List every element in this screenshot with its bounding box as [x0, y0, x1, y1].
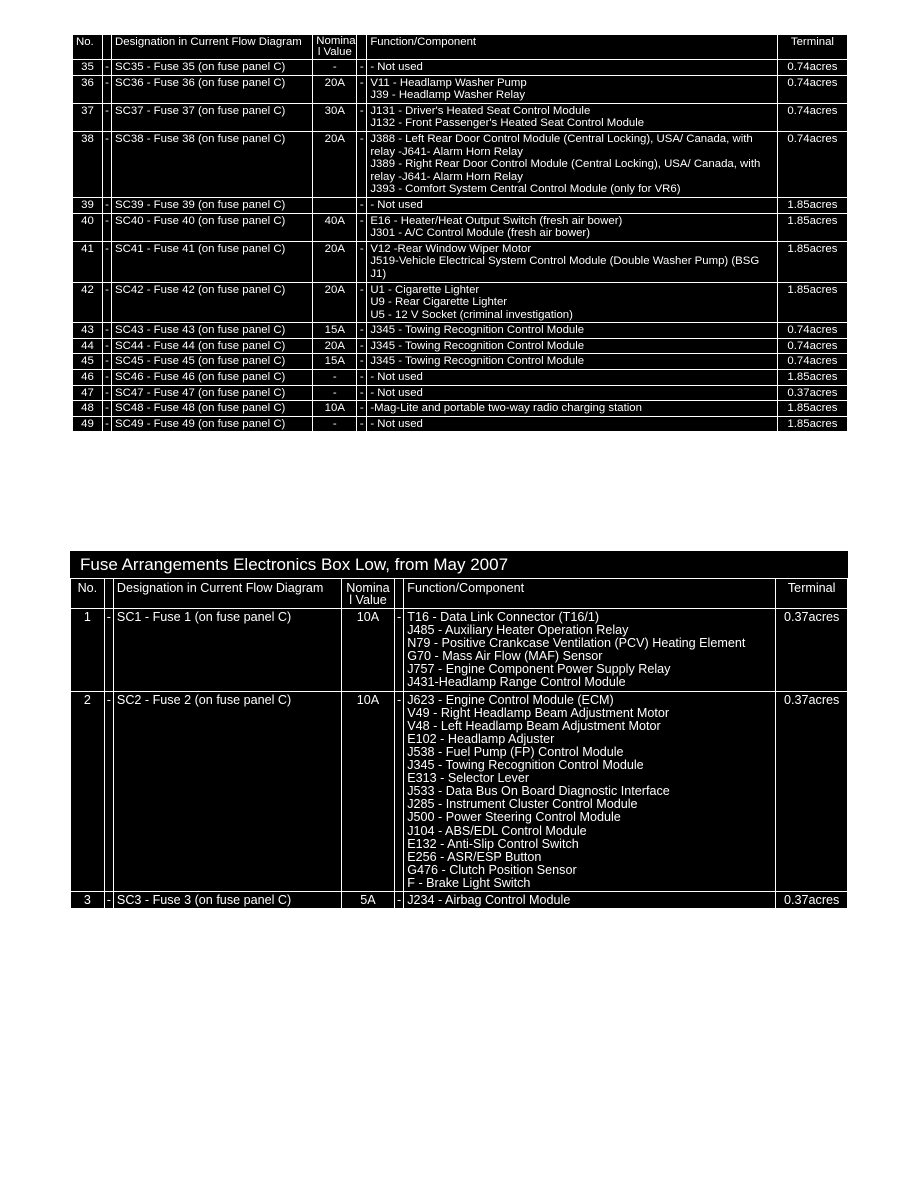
- cell-designation: SC37 - Fuse 37 (on fuse panel C): [111, 103, 312, 131]
- cell-sep: -: [102, 353, 111, 369]
- cell-terminal: 0.74acres: [777, 322, 847, 338]
- cell-function: [366, 131, 777, 197]
- cell-no: 42: [72, 282, 102, 323]
- function-line: J301 - A/C Control Module (fresh air bower): [370, 227, 591, 240]
- cell-nominal-value: 20A: [312, 338, 356, 354]
- function-line: E132 - Anti-Slip Control Switch: [407, 836, 579, 851]
- function-line: J131 - Driver's Heated Seat Control Module: [370, 104, 591, 117]
- function-line: J519-Vehicle Electrical System Control Module (Double Washer Pump) (BSG J1): [370, 255, 760, 280]
- cell-terminal: 0.37acres: [775, 608, 847, 691]
- function-line: J345 - Towing Recognition Control Module: [370, 339, 585, 352]
- cell-nominal-value: 10A: [341, 608, 394, 691]
- cell-designation: SC1 - Fuse 1 (on fuse panel C): [113, 608, 341, 691]
- function-line: J345 - Towing Recognition Control Module: [370, 324, 585, 337]
- function-line: J285 - Instrument Cluster Control Module: [407, 797, 638, 812]
- cell-no: 2: [70, 691, 104, 891]
- table-row: [70, 891, 847, 908]
- cell-sep: -: [104, 608, 113, 691]
- cell-designation: SC2 - Fuse 2 (on fuse panel C): [113, 691, 341, 891]
- function-line: - Not used: [370, 198, 423, 211]
- cell-terminal: 1.85acres: [777, 416, 847, 432]
- function-line: - Not used: [370, 61, 423, 73]
- function-line: F - Brake Light Switch: [407, 875, 531, 890]
- cell-sep2: -: [394, 891, 403, 908]
- cell-function: [366, 322, 777, 338]
- cell-sep2: -: [356, 400, 366, 416]
- cell-designation: SC43 - Fuse 43 (on fuse panel C): [111, 322, 312, 338]
- cell-sep2: -: [394, 608, 403, 691]
- function-line: - Not used: [370, 386, 423, 399]
- function-line: J104 - ABS/EDL Control Module: [407, 823, 587, 838]
- cell-no: 48: [72, 400, 102, 416]
- function-line: - Not used: [370, 371, 423, 384]
- cell-no: 45: [72, 353, 102, 369]
- cell-function: [366, 338, 777, 354]
- cell-no: 43: [72, 322, 102, 338]
- cell-designation: SC41 - Fuse 41 (on fuse panel C): [111, 241, 312, 282]
- table-row: [72, 353, 847, 369]
- header-sep2: [356, 34, 366, 59]
- function-line: - Not used: [370, 417, 423, 430]
- cell-sep2: -: [356, 282, 366, 323]
- header-nominal-line-1: Nomina: [346, 581, 390, 595]
- function-line: -Mag-Lite and portable two-way radio charging station: [370, 402, 642, 415]
- cell-sep2: -: [356, 416, 366, 432]
- table-row: [72, 59, 847, 75]
- function-line: U5 - 12 V Socket (criminal investigation): [370, 308, 573, 321]
- function-line: T16 - Data Link Connector (T16/1): [407, 610, 600, 624]
- cell-sep: -: [102, 59, 111, 75]
- cell-designation: SC46 - Fuse 46 (on fuse panel C): [111, 369, 312, 385]
- cell-designation: SC42 - Fuse 42 (on fuse panel C): [111, 282, 312, 323]
- cell-nominal-value: -: [312, 369, 356, 385]
- function-line: V49 - Right Headlamp Beam Adjustment Motor: [407, 705, 670, 720]
- function-line: E102 - Headlamp Adjuster: [407, 731, 555, 746]
- function-line: E16 - Heater/Heat Output Switch (fresh air bower): [370, 214, 623, 227]
- cell-function: [366, 400, 777, 416]
- cell-function: [366, 353, 777, 369]
- fuse-table-2-grid: [70, 578, 848, 909]
- header-no: No.: [72, 34, 102, 59]
- cell-no: 39: [72, 197, 102, 213]
- cell-sep2: -: [356, 353, 366, 369]
- header-sep: [102, 34, 111, 59]
- header-sep2: [394, 578, 403, 608]
- cell-terminal: 0.37acres: [777, 385, 847, 401]
- cell-terminal: 1.85acres: [777, 369, 847, 385]
- function-line: G476 - Clutch Position Sensor: [407, 862, 577, 877]
- cell-function: [403, 891, 775, 908]
- table-row: [72, 282, 847, 323]
- function-line: J389 - Right Rear Door Control Module (Central Locking), USA/ Canada, with relay -J641- Alarm Horn Relay: [370, 158, 761, 183]
- cell-terminal: 0.74acres: [777, 103, 847, 131]
- function-line: J234 - Airbag Control Module: [407, 892, 571, 907]
- cell-sep2: -: [356, 197, 366, 213]
- cell-no: 1: [70, 608, 104, 691]
- header-function: Function/Component: [403, 578, 775, 608]
- cell-nominal-value: -: [312, 416, 356, 432]
- header-no: No.: [70, 578, 104, 608]
- cell-no: 47: [72, 385, 102, 401]
- table-row: [70, 691, 847, 891]
- cell-function: [403, 608, 775, 691]
- cell-sep: -: [102, 338, 111, 354]
- cell-nominal-value: 20A: [312, 131, 356, 197]
- cell-function: [366, 369, 777, 385]
- cell-designation: SC44 - Fuse 44 (on fuse panel C): [111, 338, 312, 354]
- header-sep: [104, 578, 113, 608]
- function-line: E313 - Selector Lever: [407, 771, 530, 786]
- cell-sep2: -: [356, 322, 366, 338]
- header-nominal-line-1: Nomina: [316, 35, 356, 47]
- cell-function: [366, 385, 777, 401]
- cell-terminal: 0.74acres: [777, 353, 847, 369]
- header-row: [72, 34, 847, 59]
- function-line: N79 - Positive Crankcase Ventilation (PCV) Heating Element: [407, 636, 746, 651]
- table-row: [72, 322, 847, 338]
- function-line: U1 - Cigarette Lighter: [370, 283, 480, 296]
- cell-function: [366, 103, 777, 131]
- header-nominal-line-2: l Value: [317, 46, 352, 58]
- cell-designation: SC40 - Fuse 40 (on fuse panel C): [111, 213, 312, 241]
- cell-designation: SC3 - Fuse 3 (on fuse panel C): [113, 891, 341, 908]
- cell-no: 35: [72, 59, 102, 75]
- cell-nominal-value: 40A: [312, 213, 356, 241]
- cell-no: 40: [72, 213, 102, 241]
- table-row: [72, 416, 847, 432]
- cell-sep: -: [102, 241, 111, 282]
- table-row: [72, 131, 847, 197]
- header-row: [70, 578, 847, 608]
- cell-nominal-value: -: [312, 385, 356, 401]
- cell-terminal: 0.74acres: [777, 75, 847, 103]
- cell-nominal-value: 30A: [312, 103, 356, 131]
- cell-sep2: -: [394, 691, 403, 891]
- cell-designation: SC38 - Fuse 38 (on fuse panel C): [111, 131, 312, 197]
- table-row: [70, 608, 847, 691]
- cell-sep: -: [104, 691, 113, 891]
- function-line: J485 - Auxiliary Heater Operation Relay: [407, 623, 629, 638]
- function-line: V11 - Headlamp Washer Pump: [370, 76, 527, 89]
- cell-sep: -: [102, 103, 111, 131]
- cell-sep2: -: [356, 369, 366, 385]
- cell-designation: SC49 - Fuse 49 (on fuse panel C): [111, 416, 312, 432]
- cell-sep2: -: [356, 213, 366, 241]
- cell-no: 38: [72, 131, 102, 197]
- cell-sep2: -: [356, 75, 366, 103]
- cell-function: [403, 691, 775, 891]
- cell-sep2: -: [356, 385, 366, 401]
- cell-no: 41: [72, 241, 102, 282]
- cell-terminal: 1.85acres: [777, 197, 847, 213]
- cell-sep2: -: [356, 59, 366, 75]
- function-line: J431-Headlamp Range Control Module: [407, 675, 626, 690]
- cell-function: [366, 282, 777, 323]
- fuse-table-1: [72, 34, 848, 432]
- cell-function: [366, 59, 777, 75]
- table-row: [72, 369, 847, 385]
- cell-sep: -: [102, 400, 111, 416]
- cell-terminal: 0.74acres: [777, 59, 847, 75]
- cell-function: [366, 416, 777, 432]
- cell-nominal-value: 20A: [312, 75, 356, 103]
- table-row: [72, 241, 847, 282]
- cell-sep2: -: [356, 131, 366, 197]
- header-terminal: Terminal: [777, 34, 847, 59]
- cell-function: [366, 197, 777, 213]
- cell-designation: SC35 - Fuse 35 (on fuse panel C): [111, 59, 312, 75]
- cell-sep: -: [102, 213, 111, 241]
- cell-terminal: 1.85acres: [777, 213, 847, 241]
- cell-designation: SC48 - Fuse 48 (on fuse panel C): [111, 400, 312, 416]
- header-function: Function/Component: [366, 34, 777, 59]
- cell-no: 49: [72, 416, 102, 432]
- table-row: [72, 338, 847, 354]
- function-line: U9 - Rear Cigarette Lighter: [370, 296, 508, 309]
- function-line: G70 - Mass Air Flow (MAF) Sensor: [407, 649, 603, 664]
- cell-nominal-value: -: [312, 59, 356, 75]
- function-line: V12 -Rear Window Wiper Motor: [370, 242, 532, 255]
- cell-designation: SC45 - Fuse 45 (on fuse panel C): [111, 353, 312, 369]
- cell-terminal: 0.37acres: [775, 691, 847, 891]
- cell-nominal-value: 15A: [312, 322, 356, 338]
- cell-nominal-value: 10A: [312, 400, 356, 416]
- function-line: V48 - Left Headlamp Beam Adjustment Motor: [407, 718, 661, 733]
- cell-nominal-value: 20A: [312, 241, 356, 282]
- cell-sep: -: [104, 891, 113, 908]
- header-designation: Designation in Current Flow Diagram: [111, 34, 312, 59]
- function-line: J623 - Engine Control Module (ECM): [407, 692, 614, 707]
- table-row: [72, 75, 847, 103]
- table-row: [72, 213, 847, 241]
- header-terminal: Terminal: [775, 578, 847, 608]
- cell-sep: -: [102, 385, 111, 401]
- cell-terminal: 0.74acres: [777, 131, 847, 197]
- cell-no: 36: [72, 75, 102, 103]
- function-line: J500 - Power Steering Control Module: [407, 810, 621, 825]
- table-row: [72, 197, 847, 213]
- function-line: J132 - Front Passenger's Heated Seat Control Module: [370, 117, 645, 130]
- fuse-table-2: [70, 551, 848, 909]
- table-row: [72, 400, 847, 416]
- cell-sep2: -: [356, 241, 366, 282]
- cell-function: [366, 241, 777, 282]
- cell-no: 44: [72, 338, 102, 354]
- table-row: [72, 385, 847, 401]
- cell-sep: -: [102, 322, 111, 338]
- header-designation: Designation in Current Flow Diagram: [113, 578, 341, 608]
- cell-no: 3: [70, 891, 104, 908]
- cell-terminal: 1.85acres: [777, 241, 847, 282]
- function-line: J388 - Left Rear Door Control Module (Central Locking), USA/ Canada, with relay -J641- Alarm Horn Relay: [370, 132, 753, 158]
- cell-sep: -: [102, 197, 111, 213]
- function-line: J538 - Fuel Pump (FP) Control Module: [407, 744, 624, 759]
- cell-sep2: -: [356, 338, 366, 354]
- function-line: J533 - Data Bus On Board Diagnostic Interface: [407, 784, 670, 799]
- function-line: J39 - Headlamp Washer Relay: [370, 89, 526, 102]
- cell-nominal-value: 15A: [312, 353, 356, 369]
- cell-no: 46: [72, 369, 102, 385]
- cell-nominal-value: [312, 197, 356, 213]
- cell-terminal: 1.85acres: [777, 282, 847, 323]
- cell-sep: -: [102, 75, 111, 103]
- cell-designation: SC36 - Fuse 36 (on fuse panel C): [111, 75, 312, 103]
- cell-function: [366, 75, 777, 103]
- cell-designation: SC39 - Fuse 39 (on fuse panel C): [111, 197, 312, 213]
- cell-nominal-value: 20A: [312, 282, 356, 323]
- cell-sep: -: [102, 282, 111, 323]
- function-line: E256 - ASR/ESP Button: [407, 849, 542, 864]
- cell-terminal: 1.85acres: [777, 400, 847, 416]
- cell-designation: SC47 - Fuse 47 (on fuse panel C): [111, 385, 312, 401]
- function-line: J345 - Towing Recognition Control Module: [370, 355, 585, 368]
- cell-no: 37: [72, 103, 102, 131]
- cell-sep: -: [102, 369, 111, 385]
- cell-nominal-value: 5A: [341, 891, 394, 908]
- cell-function: [366, 213, 777, 241]
- cell-sep2: -: [356, 103, 366, 131]
- table-row: [72, 103, 847, 131]
- cell-sep: -: [102, 416, 111, 432]
- header-nominal-line-2: l Value: [349, 593, 387, 607]
- fuse-table-1-grid: [72, 34, 848, 432]
- table-title: Fuse Arrangements Electronics Box Low, from May 2007: [80, 555, 509, 574]
- header-nominal-value: [312, 34, 356, 59]
- function-line: J393 - Comfort System Central Control Module (only for VR6): [370, 183, 681, 196]
- cell-sep: -: [102, 131, 111, 197]
- cell-terminal: 0.74acres: [777, 338, 847, 354]
- cell-terminal: 0.37acres: [775, 891, 847, 908]
- function-line: J345 - Towing Recognition Control Module: [407, 758, 644, 773]
- cell-nominal-value: 10A: [341, 691, 394, 891]
- header-nominal-value: [341, 578, 394, 608]
- function-line: J757 - Engine Component Power Supply Relay: [407, 662, 671, 677]
